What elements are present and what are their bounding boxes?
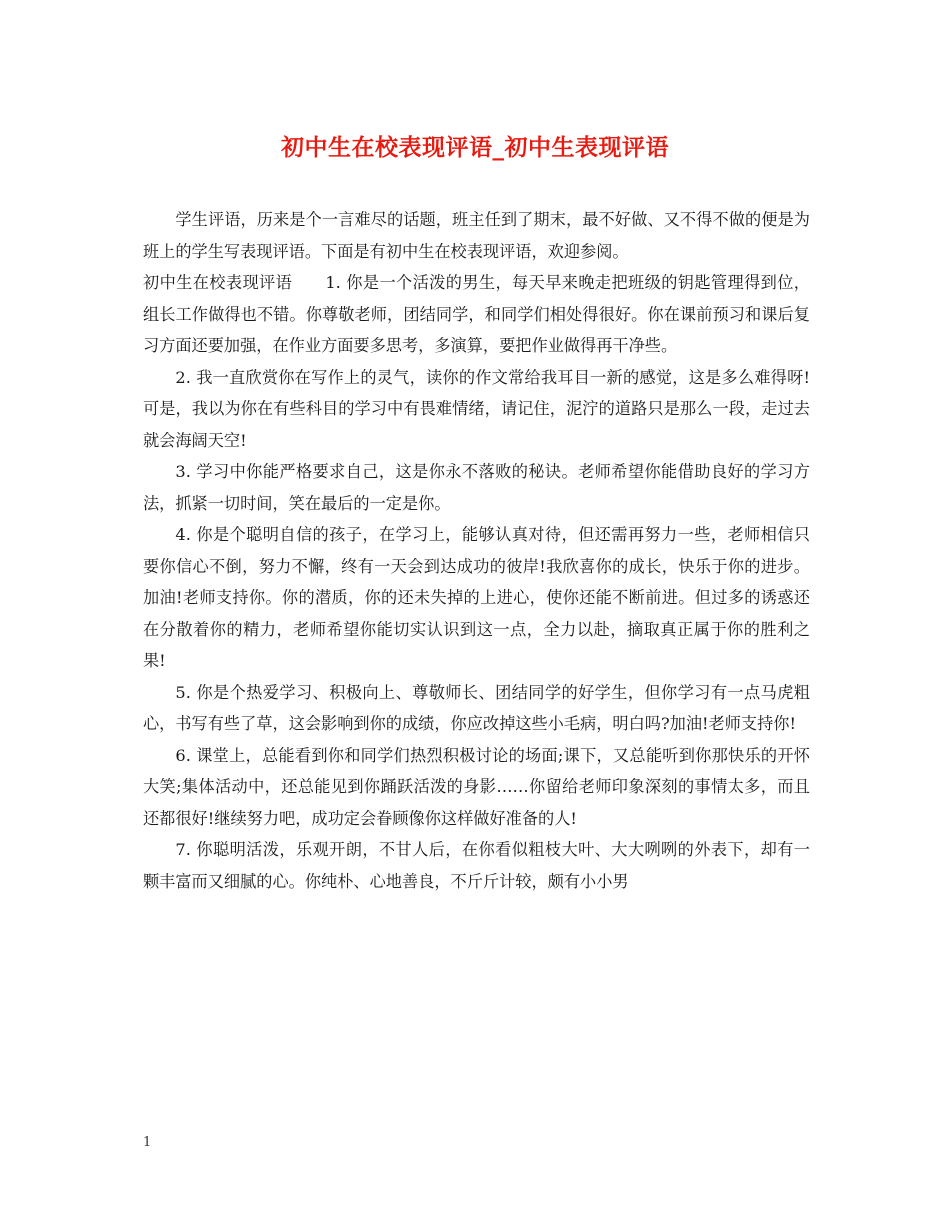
intro-paragraph: 学生评语，历来是个一言难尽的话题，班主任到了期末，最不好做、又不得不做的便是为班上的学生写表现评语。下面是有初中生在校表现评语，欢迎参阅。 <box>143 210 810 261</box>
document-body <box>143 204 810 897</box>
section-heading-paragraph: 初中生在校表现评语 1. 你是一个活泼的男生，每天早来晚走把班级的钥匙管理得到位，组长工作做得也不错。你尊敬老师，团结同学，和同学们相处得很好。你在课前预习和课后复习方面还要加强，在作业方面要多思考，多演算，要把作业做得再干净些。 <box>143 273 810 355</box>
comment-paragraph: 6. 课堂上，总能看到你和同学们热烈积极讨论的场面;课下，又总能听到你那快乐的开怀大笑;集体活动中，还总能见到你踊跃活泼的身影……你留给老师印象深刻的事情太多，而且还都很好!继续努力吧，成功定会眷顾像你这样做好准备的人! <box>143 745 810 828</box>
page-number: 1 <box>143 1135 152 1150</box>
comment-paragraph: 4. 你是个聪明自信的孩子，在学习上，能够认真对待，但还需再努力一些，老师相信只要你信心不倒，努力不懈，终有一天会到达成功的彼岸!我欣喜你的成长，快乐于你的进步。加油!老师支持你。你的潜质，你的还未失掉的上进心，使你还能不断前进。但过多的诱惑还在分散着你的精力，老师希望你能切实认识到这一点，全力以赴，摘取真正属于你的胜利之果! <box>143 525 810 670</box>
comment-paragraph: 5. 你是个热爱学习、积极向上、尊敬师长、团结同学的好学生，但你学习有一点马虎粗心，书写有些了草，这会影响到你的成绩，你应改掉这些小毛病，明白吗?加油!老师支持你! <box>143 682 810 733</box>
comment-paragraph: 2. 我一直欣赏你在写作上的灵气，读你的作文常给我耳目一新的感觉，这是多么难得呀!可是，我以为你在有些科目的学习中有畏难情绪，请记住，泥泞的道路只是那么一段，走过去就会海阔天空! <box>143 367 810 450</box>
document-title: 初中生在校表现评语_初中生表现评语 <box>281 134 669 161</box>
comment-paragraph: 7. 你聪明活泼，乐观开朗，不甘人后，在你看似粗枝大叶、大大咧咧的外表下，却有一颗丰富而又细腻的心。你纯朴、心地善良，不斤斤计较，颇有小小男 <box>143 840 810 891</box>
comment-paragraph: 3. 学习中你能严格要求自己，这是你永不落败的秘诀。老师希望你能借助良好的学习方法，抓紧一切时间，笑在最后的一定是你。 <box>143 462 810 513</box>
